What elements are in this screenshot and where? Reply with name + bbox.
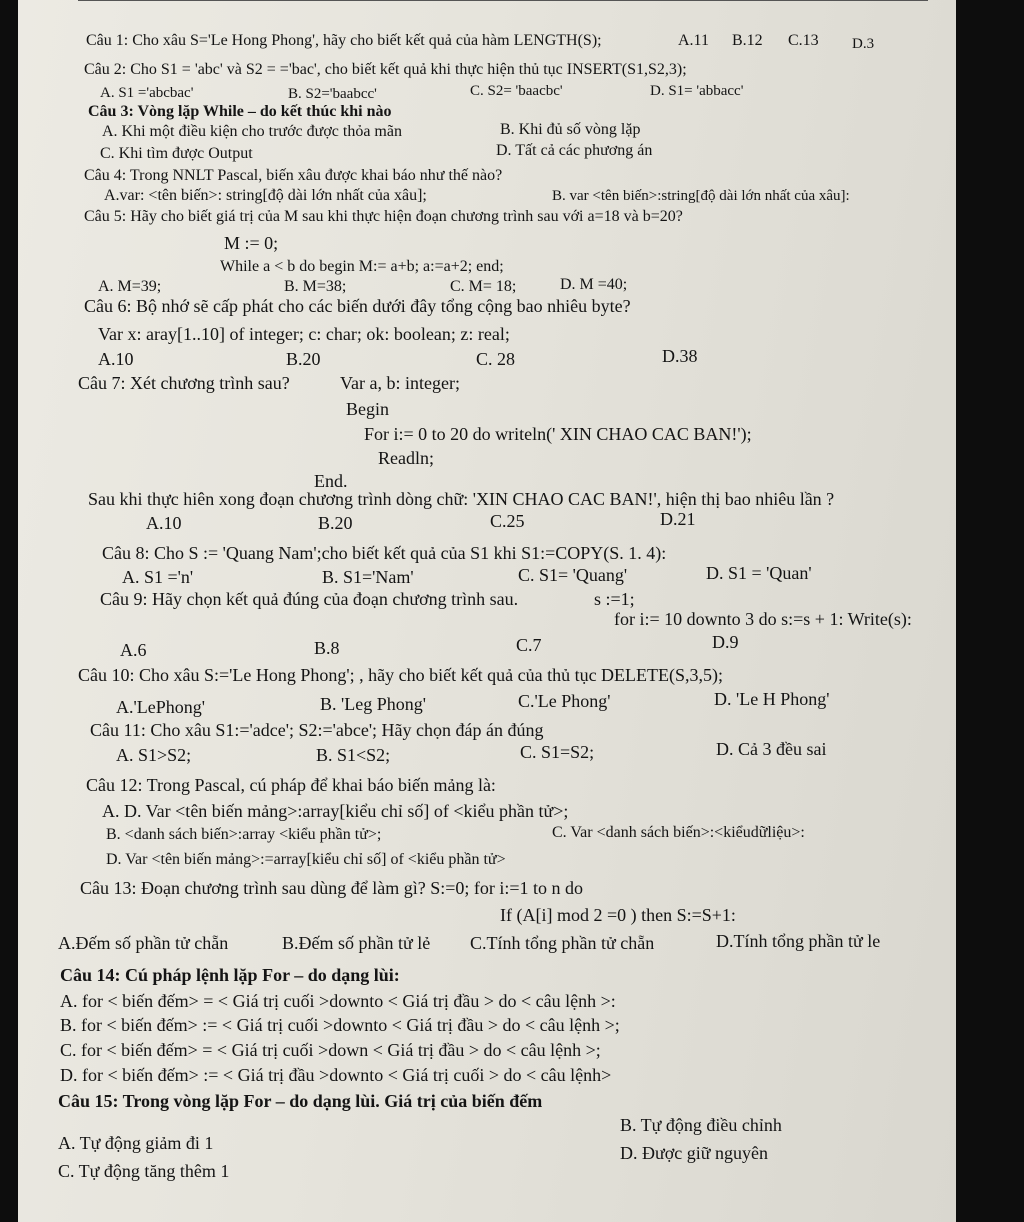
q7-option-c: C.25: [490, 511, 525, 531]
q6-text: Câu 6: Bộ nhớ sẽ cấp phát cho các biến dưới đây tổng cộng bao nhiêu byte?: [84, 296, 631, 316]
q15-option-c: C. Tự động tăng thêm 1: [58, 1161, 230, 1181]
q9-code-line2: for i:= 10 downto 3 do s:=s + 1: Write(s):: [614, 609, 912, 629]
q7-code-line3: For i:= 0 to 20 do writeln(' XIN CHAO CAC BAN!');: [364, 424, 752, 444]
q10-option-c: C.'Le Phong': [518, 691, 611, 711]
q5-text: Câu 5: Hãy cho biết giá trị của M sau khi thực hiện đoạn chương trình sau với a=18 và b=20?: [84, 208, 683, 225]
q7-code-line1: Var a, b: integer;: [340, 373, 460, 393]
q14-option-c: C. for < biến đếm> = < Giá trị cuối >down < Giá trị đầu > do < câu lệnh >;: [60, 1040, 601, 1060]
q8-option-a: A. S1 ='n': [122, 567, 194, 587]
q5-option-a: A. M=39;: [98, 278, 162, 295]
q15-text: Câu 15: Trong vòng lặp For – do dạng lùi. Giá trị của biến đếm: [58, 1091, 543, 1111]
exam-paper: [18, 0, 956, 1222]
q7-text: Câu 7: Xét chương trình sau?: [78, 373, 290, 393]
q10-option-b: B. 'Leg Phong': [320, 694, 426, 714]
q11-option-b: B. S1<S2;: [316, 745, 391, 765]
q1-option-b: B.12: [732, 32, 763, 49]
q4-text: Câu 4: Trong NNLT Pascal, biến xâu được khai báo như thế nào?: [84, 167, 503, 184]
q13-option-c: C.Tính tổng phần tử chẵn: [470, 933, 655, 953]
q5-code-line1: M := 0;: [224, 233, 279, 253]
q5-code-line2: While a < b do begin M:= a+b; a:=a+2; end;: [220, 258, 504, 275]
q3-option-c: C. Khi tìm được Output: [100, 145, 253, 162]
q10-option-a: A.'LePhong': [116, 697, 205, 717]
q5-option-d: D. M =40;: [560, 276, 628, 293]
q6-option-c: C. 28: [476, 349, 516, 369]
q5-option-c: C. M= 18;: [450, 278, 517, 295]
q15-option-b: B. Tự động điều chỉnh: [620, 1115, 782, 1135]
q9-option-b: B.8: [314, 638, 340, 658]
q7-option-a: A.10: [146, 513, 182, 533]
q13-option-a: A.Đếm số phần tử chẵn: [58, 933, 229, 953]
q2-option-c: C. S2= 'baacbc': [470, 83, 563, 99]
q12-option-d: D. Var <tên biến mảng>:=array[kiểu chỉ số] of <kiểu phần tử>: [106, 851, 506, 868]
q1-text: Câu 1: Cho xâu S='Le Hong Phong', hãy cho biết kết quả của hàm LENGTH(S);: [86, 32, 602, 49]
q11-text: Câu 11: Cho xâu S1:='adce'; S2:='abce'; Hãy chọn đáp án đúng: [90, 720, 544, 740]
q13-option-b: B.Đếm số phần tử lẻ: [282, 933, 431, 953]
q10-option-d: D. 'Le H Phong': [714, 689, 830, 709]
q14-option-b: B. for < biến đếm> := < Giá trị cuối >downto < Giá trị đầu > do < câu lệnh >;: [60, 1015, 620, 1035]
q3-option-a: A. Khi một điều kiện cho trước được thỏa mãn: [102, 123, 402, 140]
q10-text: Câu 10: Cho xâu S:='Le Hong Phong'; , hãy cho biết kết quả của thủ tục DELETE(S,3,5);: [78, 665, 724, 685]
q12-option-a: A. D. Var <tên biến mảng>:array[kiểu chỉ số] of <kiểu phần tử>;: [102, 801, 569, 821]
q2-option-b: B. S2='baabcc': [288, 86, 377, 102]
q12-option-c: C. Var <danh sách biến>:<kiểudữliệu>:: [552, 824, 805, 841]
q13-text: Câu 13: Đoạn chương trình sau dùng để làm gì? S:=0; for i:=1 to n do: [80, 878, 584, 898]
q7-code-line4: Readln;: [378, 448, 434, 468]
q15-option-d: D. Được giữ nguyên: [620, 1143, 769, 1163]
q14-option-d: D. for < biến đếm> := < Giá trị đầu >downto < Giá trị cuối > do < câu lệnh>: [60, 1065, 612, 1085]
q4-option-a: A.var: <tên biến>: string[độ dài lớn nhất của xâu];: [104, 187, 427, 204]
top-rule: [78, 0, 928, 1]
q3-option-d: D. Tất cả các phương án: [496, 142, 653, 159]
q6-option-b: B.20: [286, 349, 321, 369]
q15-option-a: A. Tự động giảm đi 1: [58, 1133, 214, 1153]
q8-option-d: D. S1 = 'Quan': [706, 563, 812, 583]
q9-option-a: A.6: [120, 640, 147, 660]
q9-text: Câu 9: Hãy chọn kết quả đúng của đoạn chương trình sau.: [100, 589, 519, 609]
q7-question: Sau khi thực hiên xong đoạn chương trình dòng chữ: 'XIN CHAO CAC BAN!', hiện thị bao nhiêu lần ?: [88, 489, 835, 509]
q6-option-a: A.10: [98, 349, 134, 369]
q11-option-c: C. S1=S2;: [520, 742, 595, 762]
q2-text: Câu 2: Cho S1 = 'abc' và S2 = ='bac', cho biết kết quả khi thực hiện thủ tục INSERT(S1,S2,3);: [84, 61, 687, 78]
q13-code: If (A[i] mod 2 =0 ) then S:=S+1:: [500, 905, 736, 925]
q9-option-d: D.9: [712, 632, 739, 652]
q8-option-c: C. S1= 'Quang': [518, 565, 628, 585]
q3-text: Câu 3: Vòng lặp While – do kết thúc khi nào: [88, 103, 392, 120]
q12-option-b: B. <danh sách biến>:array <kiểu phần tử>;: [106, 826, 382, 843]
q7-code-line5: End.: [314, 471, 348, 491]
q3-option-b: B. Khi đủ số vòng lặp: [500, 121, 641, 138]
q2-option-a: A. S1 ='abcbac': [100, 85, 194, 101]
q5-option-b: B. M=38;: [284, 278, 347, 295]
q6-code: Var x: aray[1..10] of integer; c: char; ok: boolean; z: real;: [98, 324, 510, 344]
q1-option-a: A.11: [678, 32, 709, 49]
q8-option-b: B. S1='Nam': [322, 567, 414, 587]
q11-option-d: D. Cả 3 đều sai: [716, 739, 827, 759]
q4-option-b: B. var <tên biến>:string[độ dài lớn nhất của xâu]:: [552, 188, 850, 204]
q9-option-c: C.7: [516, 635, 542, 655]
q13-option-d: D.Tính tổng phần tử le: [716, 931, 881, 951]
q11-option-a: A. S1>S2;: [116, 745, 192, 765]
q12-text: Câu 12: Trong Pascal, cú pháp để khai báo biến mảng là:: [86, 775, 496, 795]
q1-option-c: C.13: [788, 32, 819, 49]
q7-code-line2: Begin: [346, 399, 389, 419]
q6-option-d: D.38: [662, 346, 698, 366]
q14-text: Câu 14: Cú pháp lệnh lặp For – do dạng lùi:: [60, 965, 400, 985]
q14-option-a: A. for < biến đếm> = < Giá trị cuối >downto < Giá trị đầu > do < câu lệnh >:: [60, 991, 616, 1011]
q7-option-b: B.20: [318, 513, 353, 533]
q7-option-d: D.21: [660, 509, 696, 529]
q8-text: Câu 8: Cho S := 'Quang Nam';cho biết kết quả của S1 khi S1:=COPY(S. 1. 4):: [102, 543, 667, 563]
q9-code-line1: s :=1;: [594, 589, 635, 609]
q1-option-d: D.3: [852, 36, 875, 52]
q2-option-d: D. S1= 'abbacc': [650, 83, 744, 99]
